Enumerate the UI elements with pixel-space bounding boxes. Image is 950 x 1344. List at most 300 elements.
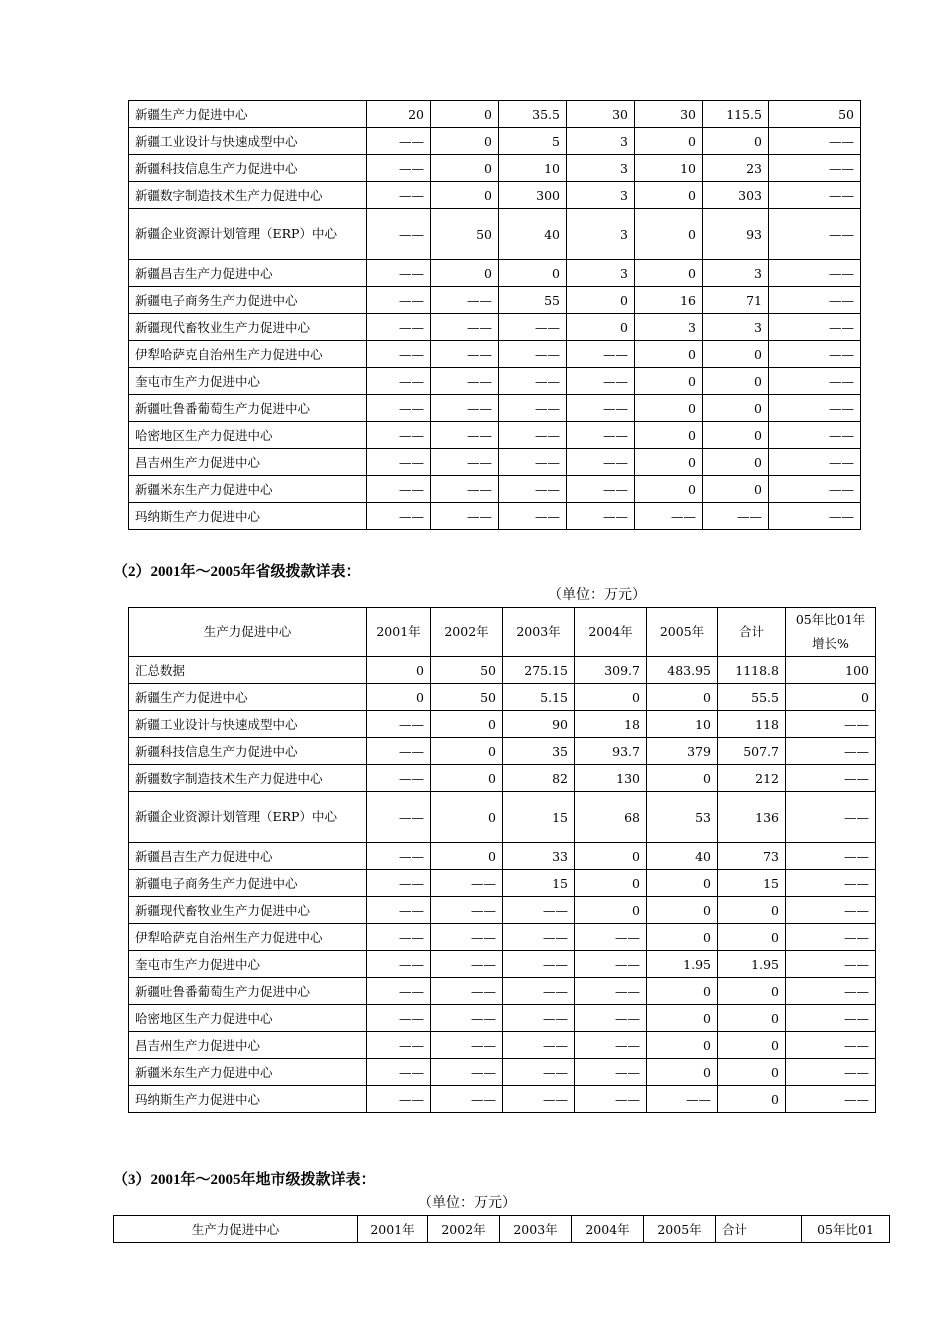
cell-value: —— xyxy=(786,711,876,738)
cell-value: 0 xyxy=(718,897,786,924)
cell-value: —— xyxy=(499,476,567,503)
cell-value: —— xyxy=(499,422,567,449)
cell-value: 136 xyxy=(718,792,786,843)
row-label: 新疆现代畜牧业生产力促进中心 xyxy=(129,314,367,341)
cell-value: 0 xyxy=(367,657,431,684)
cell-value: —— xyxy=(769,395,861,422)
row-label: 奎屯市生产力促进中心 xyxy=(129,951,367,978)
cell-value: 5 xyxy=(499,128,567,155)
cell-value: —— xyxy=(769,287,861,314)
cell-value: —— xyxy=(567,449,635,476)
cell-value: —— xyxy=(367,843,431,870)
cell-value: 15 xyxy=(718,870,786,897)
cell-value: 0 xyxy=(635,182,703,209)
cell-value: 23 xyxy=(703,155,769,182)
cell-value: —— xyxy=(503,897,575,924)
cell-value: —— xyxy=(367,182,431,209)
cell-value: 0 xyxy=(635,449,703,476)
cell-value: —— xyxy=(431,476,499,503)
row-label: 汇总数据 xyxy=(129,657,367,684)
cell-value: —— xyxy=(367,978,431,1005)
row-label: 新疆电子商务生产力促进中心 xyxy=(129,870,367,897)
row-label: 昌吉州生产力促进中心 xyxy=(129,1032,367,1059)
cell-value: 3 xyxy=(567,182,635,209)
cell-value: —— xyxy=(769,449,861,476)
cell-value: —— xyxy=(786,738,876,765)
row-label: 伊犁哈萨克自治州生产力促进中心 xyxy=(129,924,367,951)
cell-value: —— xyxy=(503,1005,575,1032)
cell-value: 0 xyxy=(647,1059,718,1086)
cell-value: —— xyxy=(431,1032,503,1059)
cell-value: —— xyxy=(575,1086,647,1113)
table3-header-row xyxy=(114,1216,890,1243)
cell-value: 0 xyxy=(575,870,647,897)
cell-value: 309.7 xyxy=(575,657,647,684)
cell-value: —— xyxy=(431,870,503,897)
cell-value: 3 xyxy=(703,314,769,341)
cell-value: —— xyxy=(575,1059,647,1086)
cell-value: 0 xyxy=(431,792,503,843)
header-2002: 2002年 xyxy=(431,608,503,657)
cell-value: 0 xyxy=(635,341,703,368)
cell-value: —— xyxy=(367,476,431,503)
cell-value: —— xyxy=(786,951,876,978)
cell-value: —— xyxy=(431,1059,503,1086)
table-row xyxy=(129,260,861,287)
cell-value: 507.7 xyxy=(718,738,786,765)
cell-value: —— xyxy=(786,843,876,870)
cell-value: —— xyxy=(769,182,861,209)
cell-value: 3 xyxy=(567,128,635,155)
row-label: 哈密地区生产力促进中心 xyxy=(129,1005,367,1032)
cell-value: 0 xyxy=(718,1059,786,1086)
header-total: 合计 xyxy=(718,608,786,657)
cell-value: —— xyxy=(503,1086,575,1113)
cell-value: 0 xyxy=(647,1032,718,1059)
cell-value: —— xyxy=(575,951,647,978)
cell-value: —— xyxy=(499,341,567,368)
cell-value: —— xyxy=(786,1032,876,1059)
cell-value: 0 xyxy=(703,341,769,368)
section2-unit: （单位：万元） xyxy=(548,587,646,603)
cell-value: —— xyxy=(367,449,431,476)
table-row xyxy=(129,476,861,503)
cell-value: 300 xyxy=(499,182,567,209)
cell-value: 130 xyxy=(575,765,647,792)
header-center: 生产力促进中心 xyxy=(129,608,367,657)
cell-value: 0 xyxy=(718,1086,786,1113)
cell-value: 303 xyxy=(703,182,769,209)
cell-value: —— xyxy=(786,765,876,792)
row-label: 玛纳斯生产力促进中心 xyxy=(129,1086,367,1113)
cell-value: —— xyxy=(769,341,861,368)
header-center: 生产力促进中心 xyxy=(114,1216,358,1243)
table-row xyxy=(129,101,861,128)
cell-value: —— xyxy=(367,738,431,765)
header-2003: 2003年 xyxy=(500,1216,572,1243)
cell-value: —— xyxy=(567,368,635,395)
cell-value: 0 xyxy=(635,209,703,260)
table-row xyxy=(129,657,876,684)
cell-value: 50 xyxy=(431,209,499,260)
cell-value: 0 xyxy=(567,314,635,341)
cell-value: —— xyxy=(575,1032,647,1059)
cell-value: 53 xyxy=(647,792,718,843)
cell-value: 0 xyxy=(367,684,431,711)
cell-value: —— xyxy=(367,870,431,897)
cell-value: —— xyxy=(567,395,635,422)
cell-value: 50 xyxy=(431,684,503,711)
cell-value: 35 xyxy=(503,738,575,765)
cell-value: 30 xyxy=(567,101,635,128)
cell-value: —— xyxy=(431,422,499,449)
cell-value: —— xyxy=(786,924,876,951)
cell-value: 0 xyxy=(703,128,769,155)
section3-heading: （3）2001年～2005年地市级拨款详表： xyxy=(113,1172,376,1188)
row-label: 新疆米东生产力促进中心 xyxy=(129,476,367,503)
header-growth: 05年比01 xyxy=(802,1216,890,1243)
cell-value: 16 xyxy=(635,287,703,314)
cell-value: 68 xyxy=(575,792,647,843)
row-label: 新疆数字制造技术生产力促进中心 xyxy=(129,182,367,209)
cell-value: 0 xyxy=(647,978,718,1005)
cell-value: 50 xyxy=(769,101,861,128)
cell-value: 5.15 xyxy=(503,684,575,711)
cell-value: —— xyxy=(431,1086,503,1113)
cell-value: —— xyxy=(575,978,647,1005)
cell-value: 0 xyxy=(635,422,703,449)
cell-value: —— xyxy=(367,128,431,155)
cell-value: —— xyxy=(786,1005,876,1032)
cell-value: —— xyxy=(367,951,431,978)
table-row xyxy=(129,1086,876,1113)
cell-value: —— xyxy=(367,314,431,341)
cell-value: —— xyxy=(431,951,503,978)
cell-value: 0 xyxy=(635,368,703,395)
table-row xyxy=(129,978,876,1005)
table-row xyxy=(129,870,876,897)
row-label: 新疆吐鲁番葡萄生产力促进中心 xyxy=(129,978,367,1005)
cell-value: —— xyxy=(647,1086,718,1113)
table-row xyxy=(129,314,861,341)
cell-value: 0 xyxy=(703,476,769,503)
cell-value: —— xyxy=(431,287,499,314)
cell-value: —— xyxy=(503,978,575,1005)
cell-value: 40 xyxy=(499,209,567,260)
cell-value: —— xyxy=(431,924,503,951)
table-row xyxy=(129,287,861,314)
row-label: 新疆吐鲁番葡萄生产力促进中心 xyxy=(129,395,367,422)
cell-value: —— xyxy=(431,897,503,924)
table-row xyxy=(129,395,861,422)
cell-value: —— xyxy=(786,870,876,897)
cell-value: —— xyxy=(567,341,635,368)
cell-value: —— xyxy=(367,260,431,287)
header-2001: 2001年 xyxy=(367,608,431,657)
cell-value: —— xyxy=(367,209,431,260)
cell-value: —— xyxy=(499,503,567,530)
cell-value: —— xyxy=(567,476,635,503)
cell-value: —— xyxy=(499,314,567,341)
cell-value: 10 xyxy=(499,155,567,182)
cell-value: 0 xyxy=(431,843,503,870)
cell-value: 71 xyxy=(703,287,769,314)
cell-value: 0 xyxy=(635,260,703,287)
cell-value: 0 xyxy=(647,870,718,897)
cell-value: 1.95 xyxy=(718,951,786,978)
row-label: 新疆企业资源计划管理（ERP）中心 xyxy=(129,209,367,260)
cell-value: —— xyxy=(769,476,861,503)
cell-value: —— xyxy=(431,368,499,395)
cell-value: 0 xyxy=(431,765,503,792)
cell-value: 0 xyxy=(703,422,769,449)
cell-value: 35.5 xyxy=(499,101,567,128)
cell-value: 0 xyxy=(718,978,786,1005)
cell-value: —— xyxy=(367,897,431,924)
cell-value: 93.7 xyxy=(575,738,647,765)
cell-value: —— xyxy=(367,287,431,314)
row-label: 新疆科技信息生产力促进中心 xyxy=(129,155,367,182)
cell-value: —— xyxy=(367,1032,431,1059)
row-label: 新疆生产力促进中心 xyxy=(129,101,367,128)
cell-value: —— xyxy=(431,341,499,368)
table-row xyxy=(129,422,861,449)
cell-value: —— xyxy=(503,1032,575,1059)
header-2004: 2004年 xyxy=(572,1216,644,1243)
cell-value: 3 xyxy=(567,155,635,182)
cell-value: 40 xyxy=(647,843,718,870)
cell-value: 20 xyxy=(367,101,431,128)
cell-value: 1118.8 xyxy=(718,657,786,684)
row-label: 新疆米东生产力促进中心 xyxy=(129,1059,367,1086)
provincial-allocation-table xyxy=(128,607,876,1113)
cell-value: 90 xyxy=(503,711,575,738)
cell-value: —— xyxy=(367,792,431,843)
table-row xyxy=(129,843,876,870)
cell-value: 0 xyxy=(703,449,769,476)
cell-value: 10 xyxy=(635,155,703,182)
row-label: 奎屯市生产力促进中心 xyxy=(129,368,367,395)
cell-value: 0 xyxy=(431,260,499,287)
cell-value: 33 xyxy=(503,843,575,870)
table-row xyxy=(129,1005,876,1032)
table-row xyxy=(129,897,876,924)
cell-value: 18 xyxy=(575,711,647,738)
table-row xyxy=(129,711,876,738)
cell-value: —— xyxy=(769,128,861,155)
row-label: 玛纳斯生产力促进中心 xyxy=(129,503,367,530)
table-row xyxy=(129,684,876,711)
table-row xyxy=(129,182,861,209)
cell-value: —— xyxy=(786,1086,876,1113)
section2-heading: （2）2001年～2005年省级拨款详表： xyxy=(113,564,361,580)
row-label: 哈密地区生产力促进中心 xyxy=(129,422,367,449)
cell-value: 10 xyxy=(647,711,718,738)
cell-value: 0 xyxy=(703,368,769,395)
cell-value: 483.95 xyxy=(647,657,718,684)
table-row xyxy=(129,341,861,368)
cell-value: 30 xyxy=(635,101,703,128)
row-label: 新疆企业资源计划管理（ERP）中心 xyxy=(129,792,367,843)
header-2004: 2004年 xyxy=(575,608,647,657)
cell-value: —— xyxy=(786,897,876,924)
row-label: 新疆现代畜牧业生产力促进中心 xyxy=(129,897,367,924)
cell-value: —— xyxy=(786,1059,876,1086)
cell-value: 118 xyxy=(718,711,786,738)
table-row xyxy=(129,1059,876,1086)
cell-value: —— xyxy=(786,978,876,1005)
cell-value: —— xyxy=(431,314,499,341)
table-row xyxy=(129,209,861,260)
cell-value: 15 xyxy=(503,792,575,843)
row-label: 新疆工业设计与快速成型中心 xyxy=(129,711,367,738)
cell-value: 3 xyxy=(567,260,635,287)
cell-value: 0 xyxy=(647,924,718,951)
cell-value: —— xyxy=(431,1005,503,1032)
cell-value: 275.15 xyxy=(503,657,575,684)
cell-value: —— xyxy=(499,368,567,395)
row-label: 新疆数字制造技术生产力促进中心 xyxy=(129,765,367,792)
row-label: 新疆生产力促进中心 xyxy=(129,684,367,711)
cell-value: —— xyxy=(431,503,499,530)
cell-value: 3 xyxy=(567,209,635,260)
table2-header-row xyxy=(129,608,876,657)
row-label: 新疆工业设计与快速成型中心 xyxy=(129,128,367,155)
cell-value: 0 xyxy=(575,684,647,711)
cell-value: —— xyxy=(769,422,861,449)
cell-value: 3 xyxy=(635,314,703,341)
cell-value: 3 xyxy=(703,260,769,287)
cell-value: —— xyxy=(786,792,876,843)
cell-value: —— xyxy=(703,503,769,530)
table1-body xyxy=(129,101,861,530)
cell-value: —— xyxy=(503,1059,575,1086)
row-label: 新疆电子商务生产力促进中心 xyxy=(129,287,367,314)
cell-value: 0 xyxy=(431,738,503,765)
cell-value: 212 xyxy=(718,765,786,792)
header-2005: 2005年 xyxy=(644,1216,716,1243)
cell-value: —— xyxy=(499,449,567,476)
cell-value: —— xyxy=(567,422,635,449)
cell-value: —— xyxy=(769,368,861,395)
row-label: 新疆科技信息生产力促进中心 xyxy=(129,738,367,765)
cell-value: —— xyxy=(567,503,635,530)
table-row xyxy=(129,128,861,155)
cell-value: 50 xyxy=(431,657,503,684)
cell-value: 0 xyxy=(718,924,786,951)
cell-value: —— xyxy=(367,1086,431,1113)
cell-value: 55 xyxy=(499,287,567,314)
cell-value: 0 xyxy=(703,395,769,422)
cell-value: 15 xyxy=(503,870,575,897)
table2-body xyxy=(129,657,876,1113)
cell-value: 0 xyxy=(718,1005,786,1032)
cell-value: 0 xyxy=(431,182,499,209)
cell-value: —— xyxy=(635,503,703,530)
cell-value: 0 xyxy=(431,101,499,128)
allocation-table-continued xyxy=(128,100,861,530)
header-2001: 2001年 xyxy=(358,1216,428,1243)
cell-value: 0 xyxy=(647,897,718,924)
table-row xyxy=(129,503,861,530)
table-row xyxy=(129,951,876,978)
cell-value: 55.5 xyxy=(718,684,786,711)
cell-value: 379 xyxy=(647,738,718,765)
cell-value: —— xyxy=(367,1059,431,1086)
row-label: 新疆昌吉生产力促进中心 xyxy=(129,843,367,870)
cell-value: —— xyxy=(431,395,499,422)
cell-value: —— xyxy=(367,765,431,792)
table-row xyxy=(129,765,876,792)
cell-value: —— xyxy=(575,1005,647,1032)
section3-unit: （单位：万元） xyxy=(418,1195,516,1211)
cell-value: —— xyxy=(367,924,431,951)
cell-value: 0 xyxy=(635,476,703,503)
cell-value: —— xyxy=(431,978,503,1005)
cell-value: —— xyxy=(769,209,861,260)
table-row xyxy=(129,368,861,395)
header-total: 合计 xyxy=(716,1216,802,1243)
header-2003: 2003年 xyxy=(503,608,575,657)
cell-value: 73 xyxy=(718,843,786,870)
cell-value: —— xyxy=(367,155,431,182)
row-label: 昌吉州生产力促进中心 xyxy=(129,449,367,476)
cell-value: 100 xyxy=(786,657,876,684)
cell-value: 0 xyxy=(647,765,718,792)
cell-value: —— xyxy=(367,1005,431,1032)
cell-value: —— xyxy=(769,314,861,341)
cell-value: —— xyxy=(367,395,431,422)
header-2002: 2002年 xyxy=(428,1216,500,1243)
cell-value: —— xyxy=(769,155,861,182)
cell-value: 0 xyxy=(647,1005,718,1032)
cell-value: 0 xyxy=(635,395,703,422)
cell-value: —— xyxy=(431,449,499,476)
cell-value: 93 xyxy=(703,209,769,260)
table-row xyxy=(129,1032,876,1059)
cell-value: —— xyxy=(503,951,575,978)
table-row xyxy=(129,738,876,765)
cell-value: —— xyxy=(367,422,431,449)
cell-value: —— xyxy=(769,503,861,530)
cell-value: 0 xyxy=(431,711,503,738)
cell-value: —— xyxy=(367,341,431,368)
cell-value: —— xyxy=(367,503,431,530)
cell-value: 0 xyxy=(431,155,499,182)
cell-value: 0 xyxy=(718,1032,786,1059)
table-row xyxy=(129,792,876,843)
header-growth: 05年比01年增长% xyxy=(786,608,876,657)
cell-value: —— xyxy=(367,368,431,395)
cell-value: 0 xyxy=(575,843,647,870)
table-row xyxy=(129,155,861,182)
cell-value: —— xyxy=(367,711,431,738)
row-label: 伊犁哈萨克自治州生产力促进中心 xyxy=(129,341,367,368)
cell-value: —— xyxy=(503,924,575,951)
cell-value: 82 xyxy=(503,765,575,792)
cell-value: 1.95 xyxy=(647,951,718,978)
table-row xyxy=(129,924,876,951)
cell-value: 0 xyxy=(786,684,876,711)
cell-value: 0 xyxy=(567,287,635,314)
cell-value: 0 xyxy=(575,897,647,924)
cell-value: —— xyxy=(499,395,567,422)
header-2005: 2005年 xyxy=(647,608,718,657)
cell-value: 115.5 xyxy=(703,101,769,128)
cell-value: 0 xyxy=(499,260,567,287)
cell-value: 0 xyxy=(431,128,499,155)
cell-value: 0 xyxy=(647,684,718,711)
